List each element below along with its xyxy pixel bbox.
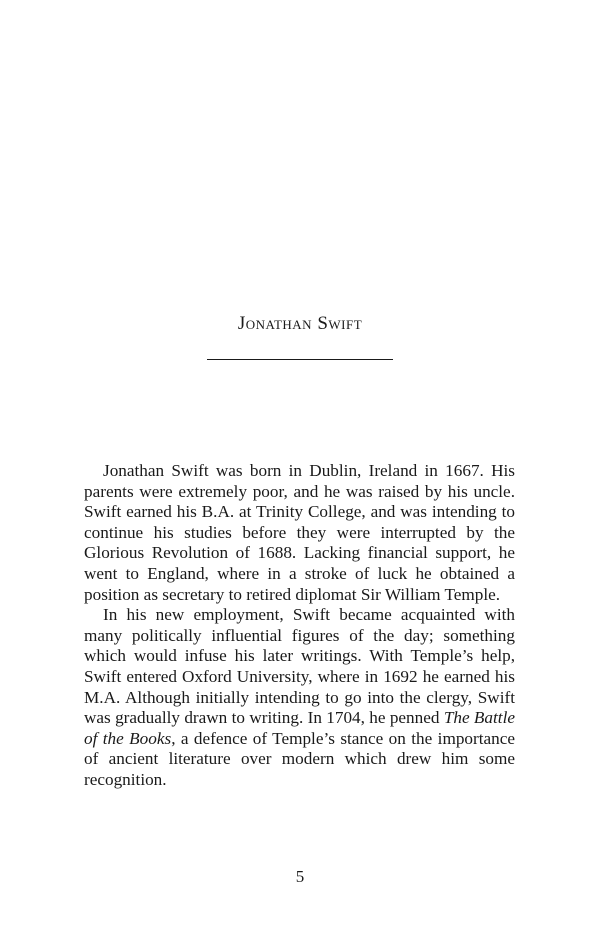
title-underline-rule [207,359,393,360]
paragraph-2-text-after: , a defence of Temple’s stance on the importance of ancient literature over modern which drew him some recognition. [84,728,515,789]
book-title-italic: The Battle of the Books [84,708,515,748]
page-number: 5 [295,867,305,886]
body-text [84,461,515,791]
chapter-title: Jonathan Swift [237,313,363,334]
paragraph-2 [84,605,515,790]
paragraph-2-text-before: In his new employment, Swift became acquainted with many politically influential figures of the day; something which would infuse his later writings. With Temple’s help, Swift entered Oxford University, where in 1692 he earned his M.A. Although initially intending to go into the clergy, Swift was gradually drawn to writing. In 1704, he penned [84,605,515,728]
paragraph-1: Jonathan Swift was born in Dublin, Ireland in 1667. His parents were extremely poor, and he was raised by his uncle. Swift earned his B.A. at Trinity College, and was intending to continue his studies before they were interrupted by the Glorious Revolution of 1688. Lacking financial support, he went to England, where in a stroke of luck he obtained a position as secretary to retired diplomat Sir William Temple. [84,461,515,604]
